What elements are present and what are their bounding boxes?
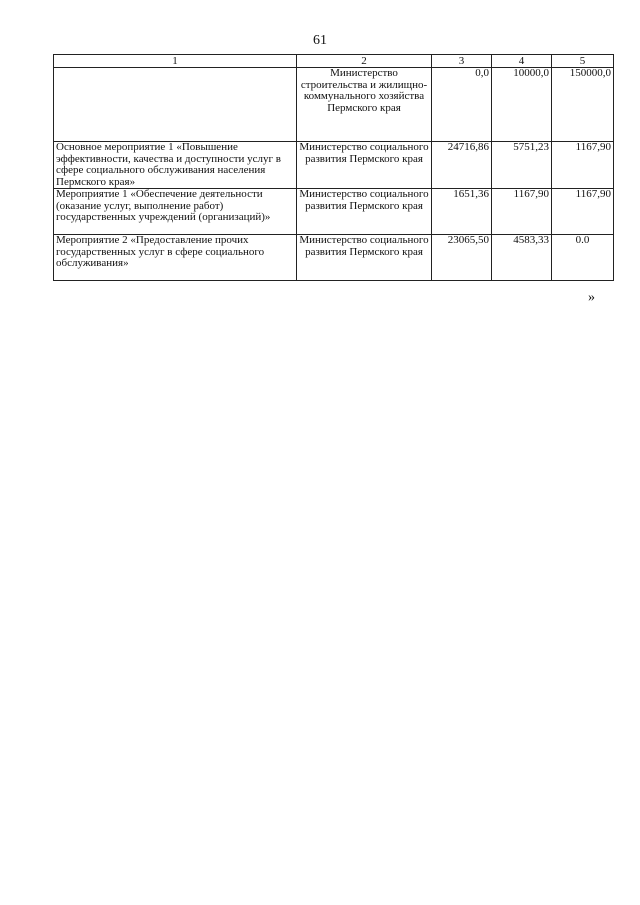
value-col5-cell: 1167,90 — [552, 142, 614, 189]
activity-name-cell: Основное мероприятие 1 «Повышение эффективности, качества и доступности услуг в сфере социального обслуживания населения Пермского края» — [54, 142, 297, 189]
value-col4-cell: 1167,90 — [492, 189, 552, 235]
column-header: 5 — [552, 55, 614, 68]
table-row — [54, 189, 614, 235]
closing-quote-mark: » — [588, 290, 595, 305]
activity-name-cell: Мероприятие 1 «Обеспечение деятельности (оказание услуг, выполнение работ) государственных учреждений (организаций)» — [54, 189, 297, 235]
value-col4-cell: 4583,33 — [492, 235, 552, 281]
column-header: 2 — [297, 55, 432, 68]
activity-name-cell: Мероприятие 2 «Предоставление прочих государственных услуг в сфере социального обслуживания» — [54, 235, 297, 281]
column-header: 1 — [54, 55, 297, 68]
value-col3-cell: 24716,86 — [432, 142, 492, 189]
value-col3-cell: 23065,50 — [432, 235, 492, 281]
table-row — [54, 235, 614, 281]
executor-cell: Министерство строительства и жилищно-коммунального хозяйства Пермского края — [297, 68, 432, 142]
value-col5-cell: 150000,0 — [552, 68, 614, 142]
value-col4-cell: 5751,23 — [492, 142, 552, 189]
value-col3-cell: 1651,36 — [432, 189, 492, 235]
program-financing-table — [53, 54, 614, 281]
table-header-row — [54, 55, 614, 68]
value-col3-cell: 0,0 — [432, 68, 492, 142]
column-header: 3 — [432, 55, 492, 68]
page-number: 61 — [313, 33, 327, 48]
executor-cell: Министерство социального развития Пермского края — [297, 235, 432, 281]
table-row — [54, 142, 614, 189]
value-col5-cell: 0.0 — [552, 235, 614, 281]
executor-cell: Министерство социального развития Пермского края — [297, 189, 432, 235]
activity-name-cell — [54, 68, 297, 142]
column-header: 4 — [492, 55, 552, 68]
value-col4-cell: 10000,0 — [492, 68, 552, 142]
table-row — [54, 68, 614, 142]
executor-cell: Министерство социального развития Пермского края — [297, 142, 432, 189]
value-col5-cell: 1167,90 — [552, 189, 614, 235]
